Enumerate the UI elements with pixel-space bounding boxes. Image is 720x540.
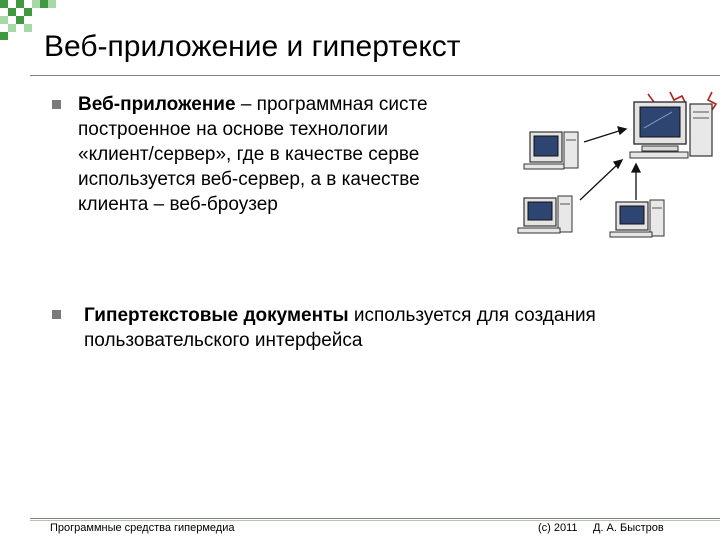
footer-copyright: (c) 2011 xyxy=(538,522,578,534)
bullet1-line2: построенное на основе технологии xyxy=(78,119,389,140)
title-divider xyxy=(30,75,720,76)
computer-icon-client-left xyxy=(524,132,578,169)
slide-title: Веб-приложение и гипертекст xyxy=(44,30,461,63)
term-hypertext-docs: Гипертекстовые документы xyxy=(84,305,349,326)
term-web-app: Веб-приложение xyxy=(78,94,236,115)
bullet1-line3: «клиент/сервер», где в качестве серве xyxy=(78,144,420,165)
footer-divider-light xyxy=(30,520,720,521)
footer-divider xyxy=(30,518,720,519)
bullet1-line4: используется веб-сервер, а в качестве xyxy=(78,169,420,190)
bullet2-rest: используется для создания пользовательского интерфейса xyxy=(84,305,596,351)
bullet-text-hypertext xyxy=(84,303,644,353)
computer-icon-client-bottom-left xyxy=(518,196,572,233)
footer-author: Д. А. Быстров xyxy=(593,522,664,534)
bullet-text-web-app xyxy=(78,92,515,217)
client-server-illustration xyxy=(512,88,720,244)
footer-course-title: Программные средства гипермедиа xyxy=(50,522,235,534)
bullet-marker-1 xyxy=(52,100,61,109)
computer-icon-client-bottom-right xyxy=(610,200,664,237)
arrow-icon xyxy=(580,127,640,200)
bullet1-line1: – программная систе xyxy=(235,94,428,115)
bullet1-line5: клиента – веб-броузер xyxy=(78,194,278,215)
bullet-marker-2 xyxy=(52,310,61,319)
server-icon xyxy=(630,102,712,158)
